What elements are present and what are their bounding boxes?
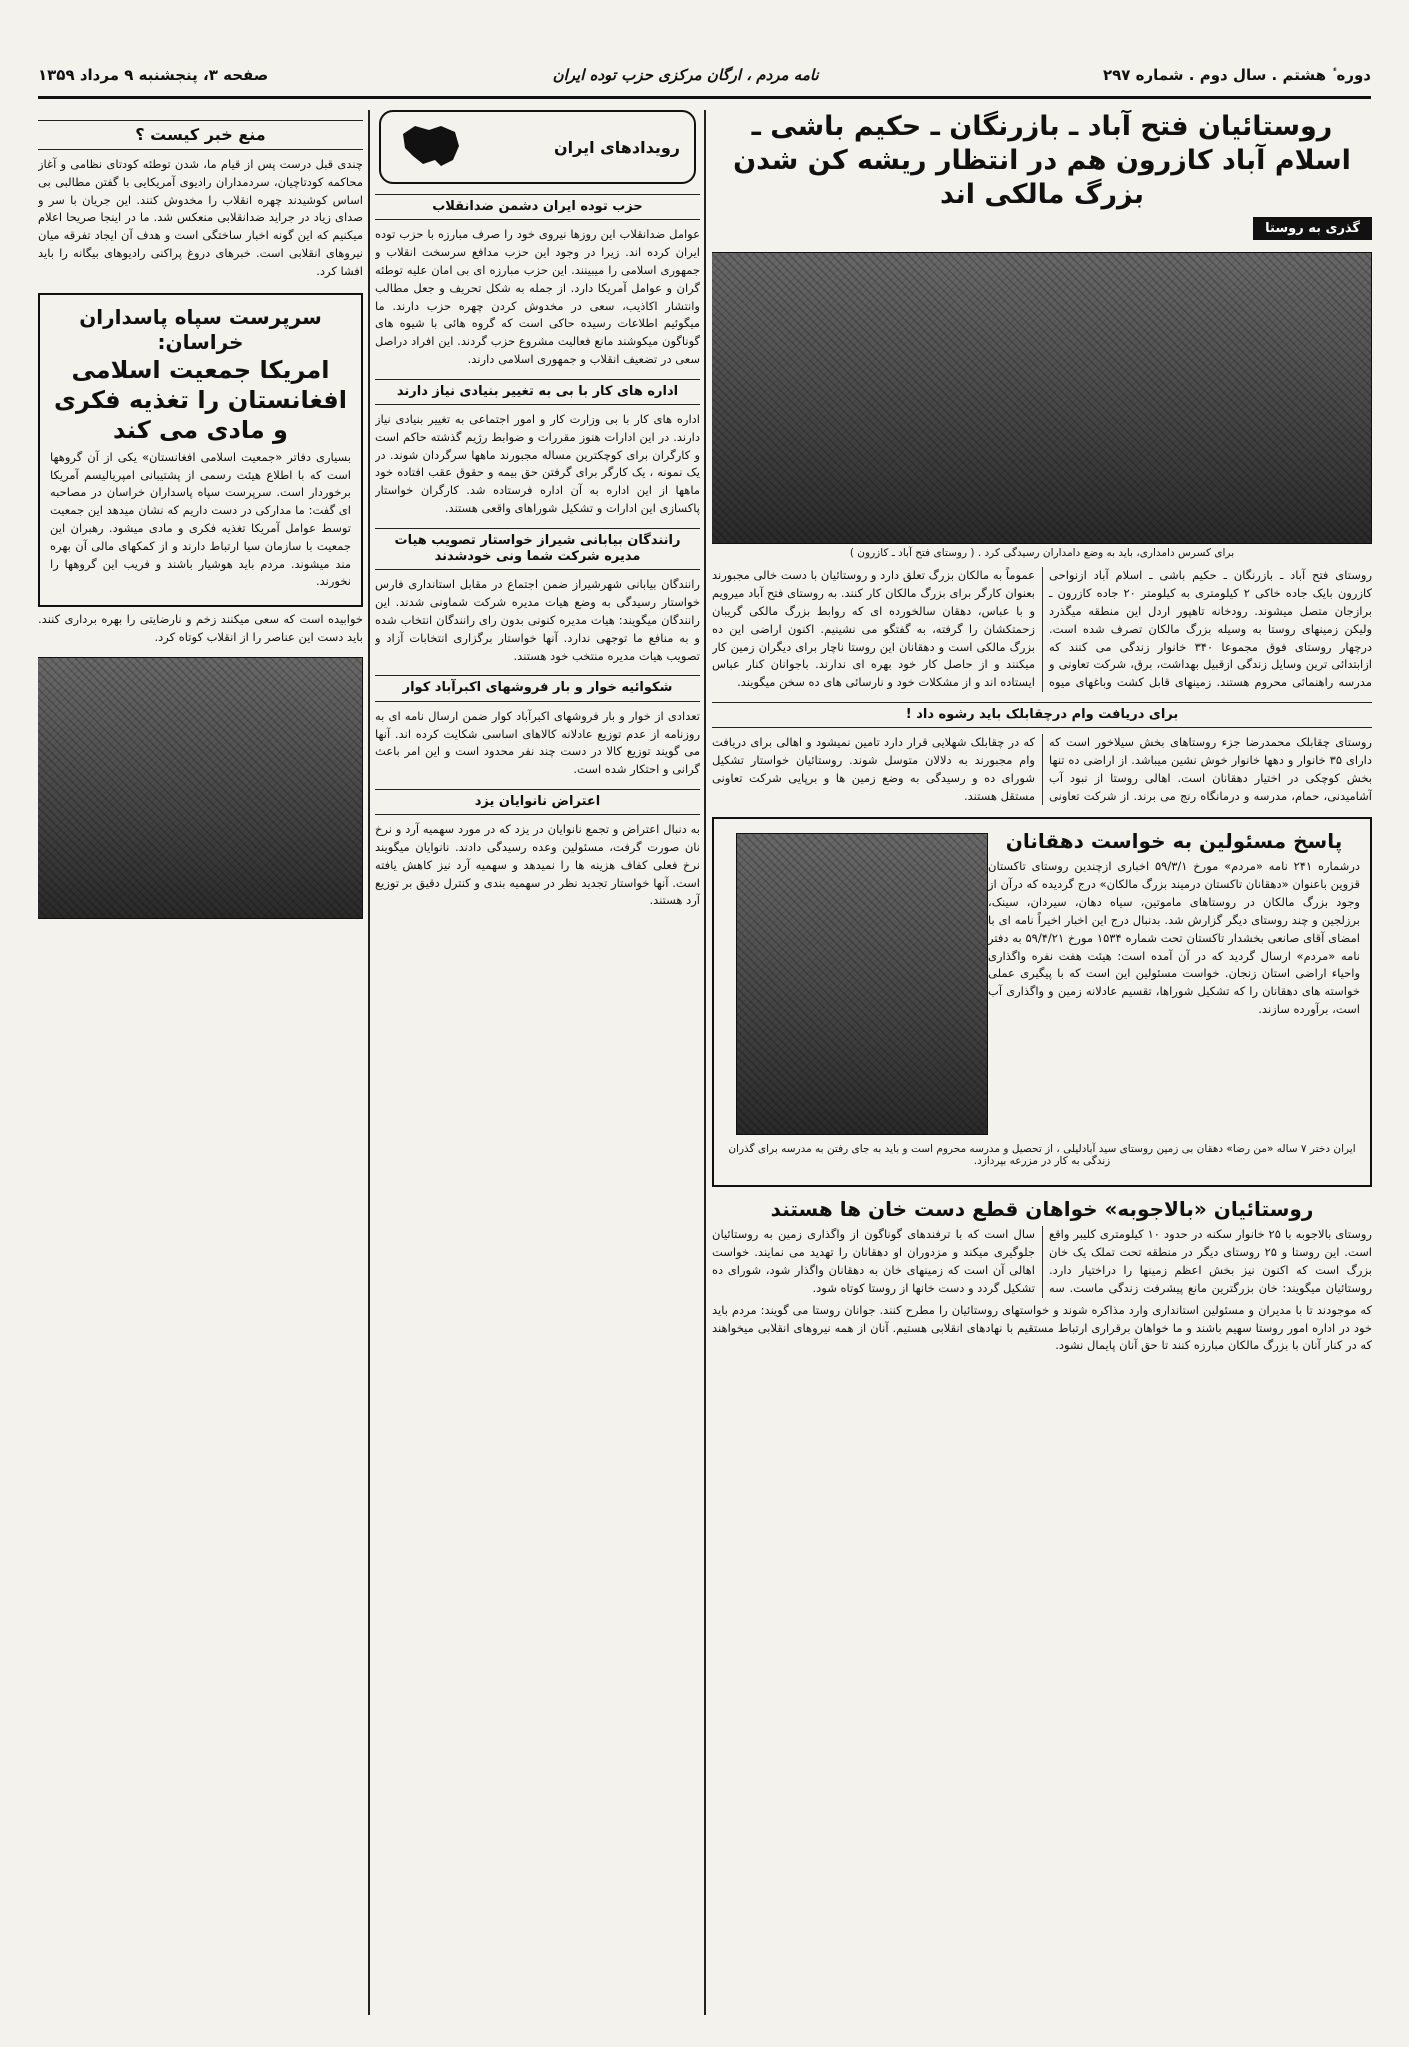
issue-date: صفحه ۳، پنجشنبه ۹ مرداد ۱۳۵۹ [38, 66, 269, 84]
labor-offices-headline: اداره های کار با بی به تغییر بنیادی نیاز دارند [375, 379, 700, 405]
village-sheep-photo [712, 252, 1372, 544]
tudeh-headline: حزب توده ایران دشمن ضدانقلاب [375, 194, 700, 220]
grocers-headline: شکوائیه خوار و بار فروشهای اکبرآباد کوار [375, 675, 700, 701]
left-continuation: خوابیده است که سعی میکنند زخم و نارضایتی را بهره برداری کنند. باید دست این عناصر را از انقلاب کوتاه کرد. [38, 612, 363, 644]
response-headline: پاسخ مسئولین به خواست دهقانان [1005, 829, 1343, 854]
article-chaghabalak: روستای چقابلک محمدرضا جزء روستاهای بخش سیلاخور است که دارای ۳۵ خانوار و دهها خانوار خوش نشین میباشد. از اراضی ده تنها بخش کوچکی در اختیار دهقانان است. اهالی روستا از نبود آب آشامیدنی، حمام، مدرسه و درمانگاه رنج می برند. از شرکت تعاونی که در چقابلک شهلایی قرار دارد تامین نمیشود و اهالی برای دریافت وام مجبورند به دلالان متوسل شوند. روستائیان خواستار تشکیل شورای ده و رسیدگی به وضع زمین ها و برپایی شرکت تعاونی مستقل هستند. [712, 735, 1372, 803]
yazd-bakers-article: به دنبال اعتراض و تجمع نانوایان در یزد که در مورد سهمیه آرد و نرخ نان صورت گرفت، مسئولین وعده رسیدگی دادند. نانوایان میگویند نرخ فعلی کفاف هزینه ها را نمیدهد و سهمیه آرد نیز کاهش یافته است. آنها خواستار تجدید نظر در سهمیه بندی و کنترل دقیق بر توزیع آرد هستند. [375, 822, 700, 908]
article-continuation: که موجودند تا با مدیران و مسئولین استانداری وارد مذاکره شوند و خواستهای روستائیان را مطرح کنند. جوانان روستا می گویند: مردم باید خود در اداره امور روستا سهیم باشند و ما خواهان برقراری ارتباط مستقیم با نهادهای انقلابی هستیم. آنان از همه نیروهای انقلابی میخواهند که در کنار آنان با بزرگ مالکان مبارزه کنند تا حق آنان پایمال نشود. [712, 1302, 1372, 1353]
response-article: درشماره ۲۴۱ نامه «مردم» مورخ ۵۹/۳/۱ اخباری ازچندین روستای تاکستان قزوین باعنوان «دهقانان تاکستان درمیند بزرگ مالکان» درج گردیده که درآن از وجود بزرگ مالکان در روستاهای ماموتین، سیاه دهان، سیردان، سینک، برزلجین و چند روستای دیگر گزارش شد. بدنبال درج این اخبار اخیراً نامه ای با امضای آقای صانعی بخشدار تاکستان تحت شماره ۱۵۳۴ مورخ ۵۹/۴/۲۱ به دفتر نامه «مردم» ارسال گردید که در آن آمده است: هیئت هفت نفره واگذاری واحیاء اراضی استان زنجان. خواست مسئولین این است که با پیگیری عملی خواسته های دهقانان را که تشکیل شوراها، تقسیم عادلانه زمین و واگذاری آب است، برآورده سازند. [988, 859, 1361, 1016]
middle-column [375, 110, 700, 2015]
masthead-rule [38, 96, 1371, 99]
left-column [38, 110, 363, 2015]
labor-offices-article: اداره های کار با بی وزارت کار و امور اجتماعی به تغییر بنیادی نیاز دارند. در این ادارات هنوز مقررات و ضوابط رژیم گذشته حاکم است و کارگران برای کوچکترین مساله مجبورند ماهها سرگردان شوند. در یک نمونه ، یک کارگر برای گرفتن حق بیمه و حقوق عقب افتاده خود ماهها از این اداره به آن اداره فرستاده شد. کارگران خواستار پاکسازی این ادارات و تشکیل شوراهای واقعی هستند. [375, 412, 700, 516]
section-tag: گذری به روستا [1253, 217, 1372, 240]
yazd-bakers-headline: اعتراض نانوایان یزد [375, 789, 700, 815]
masthead [38, 58, 1371, 92]
khorasan-article: بسیاری دفاتر «جمعیت اسلامی افغانستان» یکی از آن گروهها است که با اطلاع هیئت رسمی از پشتیبانی امپریالیسم آمریکا برخوردار است. سرپرست سپاه پاسداران خراسان در مصاحبه ای گفت: ما مدارکی در دست داریم که نشان میدهد این جمعیت توسط عوامل آمریکا تغذیه فکری و مادی میشود. رهبران این جمعیت با سازمان سیا ارتباط دارند و از کمکهای مالی آن بهره مند میشوند. مردم باید هوشیار باشند و فریب این گروهها را نخورند. [50, 449, 351, 589]
iran-map-icon [395, 122, 465, 172]
tudeh-article: عوامل ضدانقلاب این روزها نیروی خود را صرف مبارزه با حزب توده ایران کرده اند. زیرا در وجود این حزب مدافع سرسخت انقلاب و جمهوری اسلامی را میبینند. این حزب مبارزه ای بی امان علیه توطئه گران و عوامل آمریکا دارد. از جمله به شکل تحریف و جعل مطالب وانتشار اکاذیب، سعی در مخدوش کردن چهره حزب دارند. ما میگوئیم اطلاعات رسیده حاکی است که گروه هائی با شیوه های گوناگون میکوشند مانع فعالیت مشروع حزب گردند. این افراد دراصل سعی در تضعیف انقلاب و جمهوری اسلامی دارند. [375, 227, 700, 366]
khorasan-box [38, 293, 363, 608]
paper-title: نامه مردم ، ارگان مرکزی حزب توده ایران [552, 66, 819, 84]
issue-number: دوره ٔ هشتم . سال دوم . شماره ۲۹۷ [1102, 66, 1371, 84]
photo-caption: برای کسرس دامداری، باید به وضع دامداران رسیدگی کرد . ( روستای فتح آباد ـ کازرون ) [849, 547, 1235, 560]
dark-photo [38, 657, 363, 919]
section-title: رویدادهای ایران [553, 137, 680, 157]
shiraz-drivers-headline: رانندگان بیابانی شیراز خواستار تصویب هیات مدیره شرکت شما ونی خودشدند [375, 528, 700, 571]
column-divider-left [368, 110, 370, 2015]
right-column [712, 110, 1372, 2015]
main-headline: روستائیان فتح آباد ـ بازرنگان ـ حکیم باشی ـ اسلام آباد کازرون هم در انتظار ریشه کن شدن بزرگ مالکی اند [733, 111, 1351, 210]
article-kazerun-villages: روستای فتح آباد ـ بازرنگان ـ حکیم باشی ـ اسلام آباد ازنواحی کازرون بایک جاده خاکی ۲ کیلومتری به کیلومتر ۲۰ جاده کازرون ـ برازجان متصل میشوند. رودخانه تاهپور اردل این منطقه میگذرد ولیکن زمینهای روستا به وسیله بزرگ مالکان تصرف شده است. درچهار روستای فوق مجموعا ۳۴۰ خانوار زندگی می کنند که ازابتدائی ترین وسایل زندگی ازقبیل بهداشت، برق، شرکت تعاونی و مدرسه راهنمائی محروم هستند. زمینهای قابل کشت وباغهای میوه عموماً به مالکان بزرگ تعلق دارد و روستائیان با دست خالی مجبورند بعنوان کارگر برای بزرگ مالکان کار کنند. به روستای فتح آباد میرویم و با عباس، دهقان سالخورده ای که روابط بزرگ مالکی گریبان زحمتکشان را گرفته، به گفتگو می نشینیم. اکنون اراضی این ده بزرگ مالکی است و دهقانان این روستا ناچار برای دیگران زمین کار میکنند و از حاصل کار خود بهره ای ندارند. باجوانان کنار عباس ایستاده اند و از مشکلات خود و نارسائی های ده سخن میگویند. [712, 568, 1372, 690]
subhead-bribery: برای دریافت وام درچقابلک باید رشوه داد ! [712, 702, 1372, 728]
balajubeh-headline: روستائیان «بالاجوبه» خواهان قطع دست خان ها هستند [770, 1197, 1314, 1222]
article-balajubeh: روستای بالاجوبه با ۲۵ خانوار سکنه در حدود ۱۰ کیلومتری کلیبر واقع است. این روستا و ۲۵ روستای دیگر در منطقه تحت تملک یک خان بزرگ است که اکنون نیز بخش اعظم زمینها را دراختیار دارد. روستائیان میگویند: خان بزرگترین مانع پیشرفت زندگی ماست. سه سال است که با ترفندهای گوناگون از واگذاری زمین به روستائیان جلوگیری میکند و مزدوران او دهقانان را تهدید می نمایند. خواست اهالی آن است که زمینهای خان به دهقانان واگذار شود، شورای ده تشکیل گردد و دست خانها از روستا کوتاه شود. [712, 1227, 1372, 1295]
girl-photo-caption: ایران دختر ۷ ساله «من رضا» دهقان بی زمین روستای سید آبادلیلی ، از تحصیل و مدرسه محروم است و باید به جای رفتن به مدرسه برای گذران زندگی به کار در مزرعه بپردازد. [728, 1143, 1356, 1168]
girl-photo [736, 833, 988, 1135]
khorasan-headline: سرپرست سپاه پاسداران خراسان: [79, 304, 322, 354]
response-box [712, 817, 1372, 1187]
news-source-article: چندی قبل درست پس از قیام ما، شدن توطئه کودتای نظامی و آغاز محاکمه کودتاچیان، سردمداران رادیوی آمریکایی با گفتن مطالبی بی اساس کوشیدند چهره انقلاب را مخدوش کنند. این جریان با سر و صدای زیاد در جراید ضدانقلابی منعکس شد. ما در اینجا صریحا اعلام میکنیم که این گونه اخبار ساختگی است و هدف آن ایجاد تفرقه میان نیروهای انقلابی است. خبرهای دروغ پراکنی رادیوهای بیگانه را باید افشا کرد. [38, 157, 363, 278]
shiraz-drivers-article: رانندگان بیابانی شهرشیراز ضمن اجتماع در مقابل استانداری فارس خواستار رسیدگی به وضع هیات مدیره شرکت شماونی شدند. این رانندگان میگویند: هیات مدیره کنونی بدون رای رانندگان انتخاب شده و به منافع ما توجهی ندارد. آنها خواستار برگزاری انتخابات آزاد و تصویب هیات مدیره منتخب خود هستند. [375, 577, 700, 663]
grocers-article: تعدادی از خوار و بار فروشهای اکبرآباد کوار ضمن ارسال نامه ای به روزنامه از عدم توزیع عادلانه کالاهای اساسی شکایت کرده اند. آنها می گویند توزیع کالا در دست چند نفر محدود است و این امر باعث گرانی و احتکار شده است. [375, 708, 700, 777]
column-divider-right [704, 110, 706, 2015]
khorasan-subhead: امریکا جمعیت اسلامی افغانستان را تغذیه فکری و مادی می کند [54, 355, 347, 444]
news-source-headline: منع خبر کیست ؟ [38, 120, 363, 150]
iran-events-badge [379, 110, 696, 184]
